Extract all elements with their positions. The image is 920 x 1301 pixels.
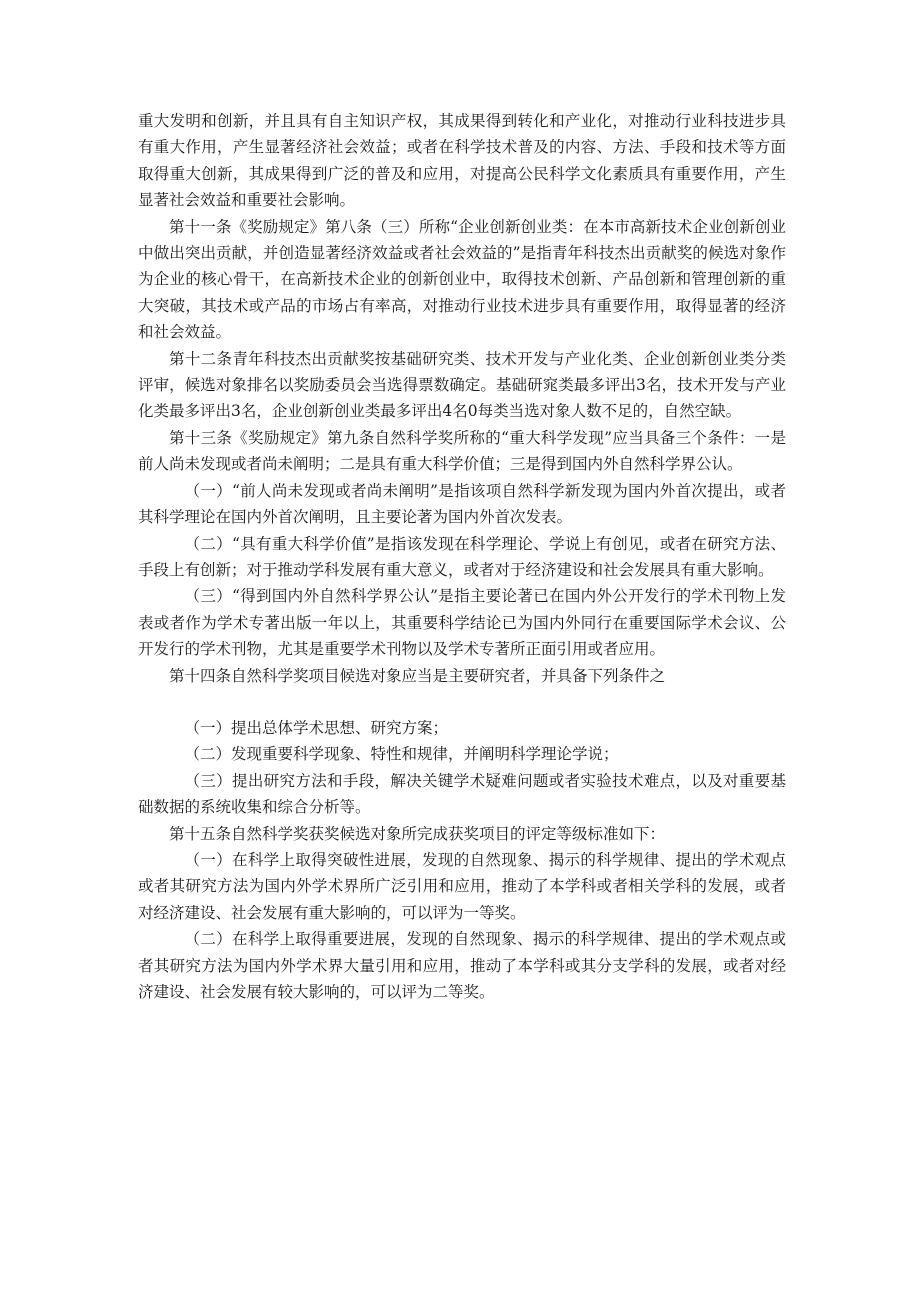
article-12: 第十二条青年科技杰出贡献奖按基础研究类、技术开发与产业化类、企业创新创业类分类评审，候选对象排名以奖励委员会当选得票数确定。基础研窕类最多评出3名，技术开发与产业化类最多评出3名，企业创新创业类最多评出4名0每类当选对象人数不足的，自然空缺。 (138, 349, 786, 421)
article-13-item-2: （二）“具有重大科学价值”是指该发现在科学理论、学说上有创见，或者在研究方法、手段上有创新；对于推动学科发展有重大意义，或者对于经济建设和社会发展具有重大影响。 (138, 534, 786, 579)
article-14-item-2: （二）发现重要科学现象、特性和规律，并阐明科学理论学说； (184, 745, 619, 764)
article-15: 第十五条自然科学奖获奖候选对象所完成获奖项目的评定等级标准如下： (169, 824, 666, 843)
article-14-item-3: （三）提出研究方法和手段，解决关键学术疑难问题或者实验技术难点，以及对重要基础数据的系统收集和综合分析等。 (138, 771, 786, 817)
article-15-item-2: （二）在科学上取得重要进展，发现的自然现象、揭示的科学规律、提出的学术观点或者其研究方法为国内外学术界大量引用和应用，推动了本学科或其分支学科的发展，或者对经济建设、社会发展有较大影响的，可以评为二等奖。 (138, 930, 786, 1001)
article-11: 第十一条《奖励规定》第八条（三）所称“企业创新创业类：在本市高新技术企业创新创业中做出突出贡献，并创造显著经济效益或者社会效益的”是指青年科技杰出贡献奖的候选对象作为企业的核心骨干，在高新技术企业的创新创业中，取得技术创新、产品创新和管理创新的重大突破，其技术或产品的市场占有率高，对推动行业技术进步具有重要作用，取得显著的经济和社会效益。 (138, 217, 786, 342)
article-15-item-1: （一）在科学上取得突破性进展，发现的自然现象、揭示的科学规律、提出的学术观点或者其研究方法为国内外学术界所广泛引用和应用，推动了本学科或者相关学科的发展，或者对经济建设、社会发展有重大影响的，可以评为一等奖。 (138, 850, 786, 922)
article-14-item-1: （一）提出总体学术思想、研究方案； (184, 718, 449, 737)
paragraph-continuation: 重大发明和创新，并且具有自主知识产权，其成果得到转化和产业化，对推动行业科技进步具有重大作用，产生显著经济社会效益；或者在科学技术普及的内容、方法、手段和技术等方面取得重大创新，其成果得到广泛的普及和应用，对提高公民科学文化素质具有重要作用，产生显著社会效益和重要社会影响。 (138, 112, 786, 210)
article-13-item-3: （三）“得到国内外自然科学界公认”是指主要论著已在国内外公开发行的学术刊物上发表或者作为学术专著出版一年以上，其重要科学结论已为国内外同行在重要国际学术会议、公开发行的学术刊物，尤其是重要学术刊物以及学术专著所正面引用或者应用。 (138, 587, 786, 659)
article-14: 第十四条自然科学奖项目候选对象应当是主要研究者，并具备下列条件之 (169, 666, 666, 685)
document-page (138, 108, 786, 1005)
article-13-item-1: （一）“前人尚未发现或者尚未阐明”是指该项自然科学新发现为国内外首次提出，或者其科学理论在国内外首次阐明，且主要论著为国内外首次发表。 (138, 481, 786, 527)
article-13: 第十三条《奖励规定》第九条自然科学奖所称的“重大科学发现”应当具备三个条件：一是前人尚未发现或者尚未阐明；二是具有重大科学价值；三是得到国内外自然科学界公认。 (138, 428, 786, 474)
